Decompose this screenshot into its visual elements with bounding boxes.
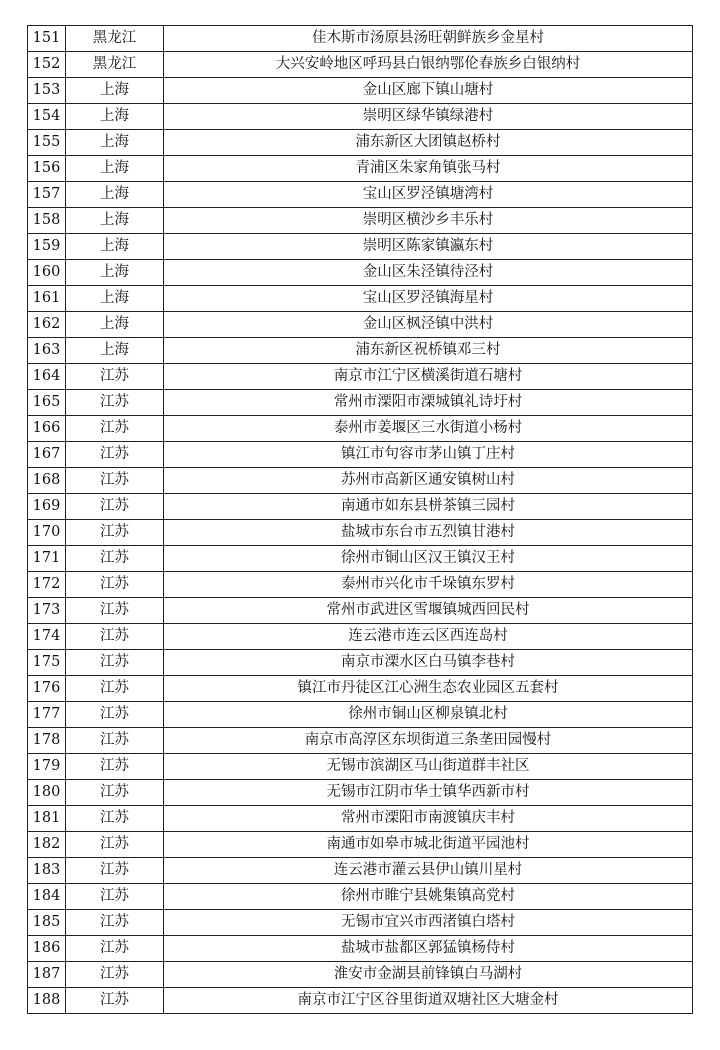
village-name-cell: 浦东新区祝桥镇邓三村 [164,338,693,364]
province-cell: 江苏 [66,832,164,858]
table-row [28,208,693,234]
province-cell: 黑龙江 [66,52,164,78]
table-row [28,962,693,988]
table-row [28,884,693,910]
row-number-cell: 179 [28,754,66,780]
table-row [28,286,693,312]
village-name-cell: 连云港市灌云县伊山镇川星村 [164,858,693,884]
province-cell: 江苏 [66,858,164,884]
village-name-cell: 镇江市丹徒区江心洲生态农业园区五套村 [164,676,693,702]
village-list-body [28,26,693,1014]
village-name-cell: 宝山区罗泾镇塘湾村 [164,182,693,208]
village-name-cell: 浦东新区大团镇赵桥村 [164,130,693,156]
province-cell: 江苏 [66,520,164,546]
row-number-cell: 151 [28,26,66,52]
province-cell: 上海 [66,104,164,130]
province-cell: 江苏 [66,676,164,702]
province-cell: 江苏 [66,754,164,780]
province-cell: 江苏 [66,806,164,832]
village-name-cell: 金山区朱泾镇待泾村 [164,260,693,286]
table-row [28,26,693,52]
row-number-cell: 186 [28,936,66,962]
village-name-cell: 苏州市高新区通安镇树山村 [164,468,693,494]
table-row [28,702,693,728]
table-row [28,442,693,468]
row-number-cell: 163 [28,338,66,364]
province-cell: 江苏 [66,546,164,572]
province-cell: 江苏 [66,988,164,1014]
province-cell: 黑龙江 [66,26,164,52]
table-row [28,338,693,364]
village-name-cell: 常州市溧阳市溧城镇礼诗圩村 [164,390,693,416]
province-cell: 江苏 [66,468,164,494]
province-cell: 上海 [66,260,164,286]
row-number-cell: 155 [28,130,66,156]
village-name-cell: 南京市江宁区谷里街道双塘社区大塘金村 [164,988,693,1014]
table-row [28,468,693,494]
village-name-cell: 崇明区横沙乡丰乐村 [164,208,693,234]
province-cell: 上海 [66,130,164,156]
table-row [28,988,693,1014]
village-name-cell: 常州市武进区雪堰镇城西回民村 [164,598,693,624]
row-number-cell: 174 [28,624,66,650]
province-cell: 上海 [66,156,164,182]
row-number-cell: 161 [28,286,66,312]
table-row [28,572,693,598]
row-number-cell: 172 [28,572,66,598]
table-row [28,416,693,442]
province-cell: 江苏 [66,494,164,520]
village-name-cell: 无锡市江阴市华士镇华西新市村 [164,780,693,806]
table-row [28,858,693,884]
table-row [28,312,693,338]
village-name-cell: 南京市江宁区横溪街道石塘村 [164,364,693,390]
province-cell: 江苏 [66,650,164,676]
row-number-cell: 177 [28,702,66,728]
table-row [28,260,693,286]
province-cell: 上海 [66,338,164,364]
village-name-cell: 常州市溧阳市南渡镇庆丰村 [164,806,693,832]
province-cell: 江苏 [66,390,164,416]
table-row [28,52,693,78]
table-row [28,806,693,832]
village-name-cell: 金山区枫泾镇中洪村 [164,312,693,338]
village-name-cell: 徐州市铜山区汉王镇汉王村 [164,546,693,572]
province-cell: 江苏 [66,884,164,910]
province-cell: 上海 [66,208,164,234]
table-row [28,546,693,572]
table-row [28,650,693,676]
province-cell: 江苏 [66,780,164,806]
province-cell: 江苏 [66,364,164,390]
province-cell: 江苏 [66,624,164,650]
row-number-cell: 160 [28,260,66,286]
province-cell: 江苏 [66,910,164,936]
province-cell: 江苏 [66,702,164,728]
village-name-cell: 镇江市句容市茅山镇丁庄村 [164,442,693,468]
village-name-cell: 南通市如皋市城北街道平园池村 [164,832,693,858]
row-number-cell: 178 [28,728,66,754]
table-row [28,910,693,936]
table-row [28,390,693,416]
province-cell: 上海 [66,182,164,208]
village-name-cell: 崇明区绿华镇绿港村 [164,104,693,130]
province-cell: 江苏 [66,962,164,988]
village-name-cell: 大兴安岭地区呼玛县白银纳鄂伦春族乡白银纳村 [164,52,693,78]
province-cell: 江苏 [66,598,164,624]
row-number-cell: 157 [28,182,66,208]
village-name-cell: 南京市溧水区白马镇李巷村 [164,650,693,676]
table-row [28,728,693,754]
province-cell: 上海 [66,286,164,312]
row-number-cell: 156 [28,156,66,182]
row-number-cell: 185 [28,910,66,936]
row-number-cell: 183 [28,858,66,884]
table-row [28,78,693,104]
row-number-cell: 170 [28,520,66,546]
table-row [28,104,693,130]
village-name-cell: 金山区廊下镇山塘村 [164,78,693,104]
table-row [28,130,693,156]
row-number-cell: 159 [28,234,66,260]
row-number-cell: 182 [28,832,66,858]
village-name-cell: 宝山区罗泾镇海星村 [164,286,693,312]
row-number-cell: 166 [28,416,66,442]
province-cell: 上海 [66,234,164,260]
village-name-cell: 南京市高淳区东坝街道三条垄田园慢村 [164,728,693,754]
row-number-cell: 152 [28,52,66,78]
row-number-cell: 171 [28,546,66,572]
province-cell: 江苏 [66,416,164,442]
table-row [28,832,693,858]
row-number-cell: 187 [28,962,66,988]
row-number-cell: 180 [28,780,66,806]
table-row [28,754,693,780]
table-row [28,676,693,702]
province-cell: 上海 [66,78,164,104]
row-number-cell: 158 [28,208,66,234]
table-row [28,364,693,390]
village-name-cell: 连云港市连云区西连岛村 [164,624,693,650]
row-number-cell: 181 [28,806,66,832]
table-row [28,182,693,208]
row-number-cell: 167 [28,442,66,468]
village-list-table [27,25,693,1014]
table-row [28,780,693,806]
table-row [28,494,693,520]
row-number-cell: 173 [28,598,66,624]
village-name-cell: 崇明区陈家镇瀛东村 [164,234,693,260]
row-number-cell: 154 [28,104,66,130]
row-number-cell: 169 [28,494,66,520]
village-name-cell: 徐州市铜山区柳泉镇北村 [164,702,693,728]
village-name-cell: 淮安市金湖县前锋镇白马湖村 [164,962,693,988]
province-cell: 江苏 [66,572,164,598]
village-name-cell: 佳木斯市汤原县汤旺朝鲜族乡金星村 [164,26,693,52]
province-cell: 江苏 [66,936,164,962]
village-name-cell: 青浦区朱家角镇张马村 [164,156,693,182]
row-number-cell: 165 [28,390,66,416]
province-cell: 江苏 [66,728,164,754]
row-number-cell: 168 [28,468,66,494]
table-row [28,936,693,962]
row-number-cell: 184 [28,884,66,910]
village-name-cell: 无锡市宜兴市西渚镇白塔村 [164,910,693,936]
row-number-cell: 176 [28,676,66,702]
row-number-cell: 175 [28,650,66,676]
province-cell: 上海 [66,312,164,338]
village-name-cell: 盐城市东台市五烈镇甘港村 [164,520,693,546]
row-number-cell: 164 [28,364,66,390]
village-name-cell: 泰州市兴化市千垛镇东罗村 [164,572,693,598]
village-name-cell: 无锡市滨湖区马山街道群丰社区 [164,754,693,780]
table-row [28,598,693,624]
province-cell: 江苏 [66,442,164,468]
village-name-cell: 南通市如东县栟茶镇三园村 [164,494,693,520]
village-name-cell: 盐城市盐都区郭猛镇杨侍村 [164,936,693,962]
table-row [28,234,693,260]
table-row [28,520,693,546]
row-number-cell: 153 [28,78,66,104]
table-row [28,624,693,650]
village-name-cell: 泰州市姜堰区三水街道小杨村 [164,416,693,442]
row-number-cell: 162 [28,312,66,338]
row-number-cell: 188 [28,988,66,1014]
table-row [28,156,693,182]
village-name-cell: 徐州市睢宁县姚集镇高党村 [164,884,693,910]
